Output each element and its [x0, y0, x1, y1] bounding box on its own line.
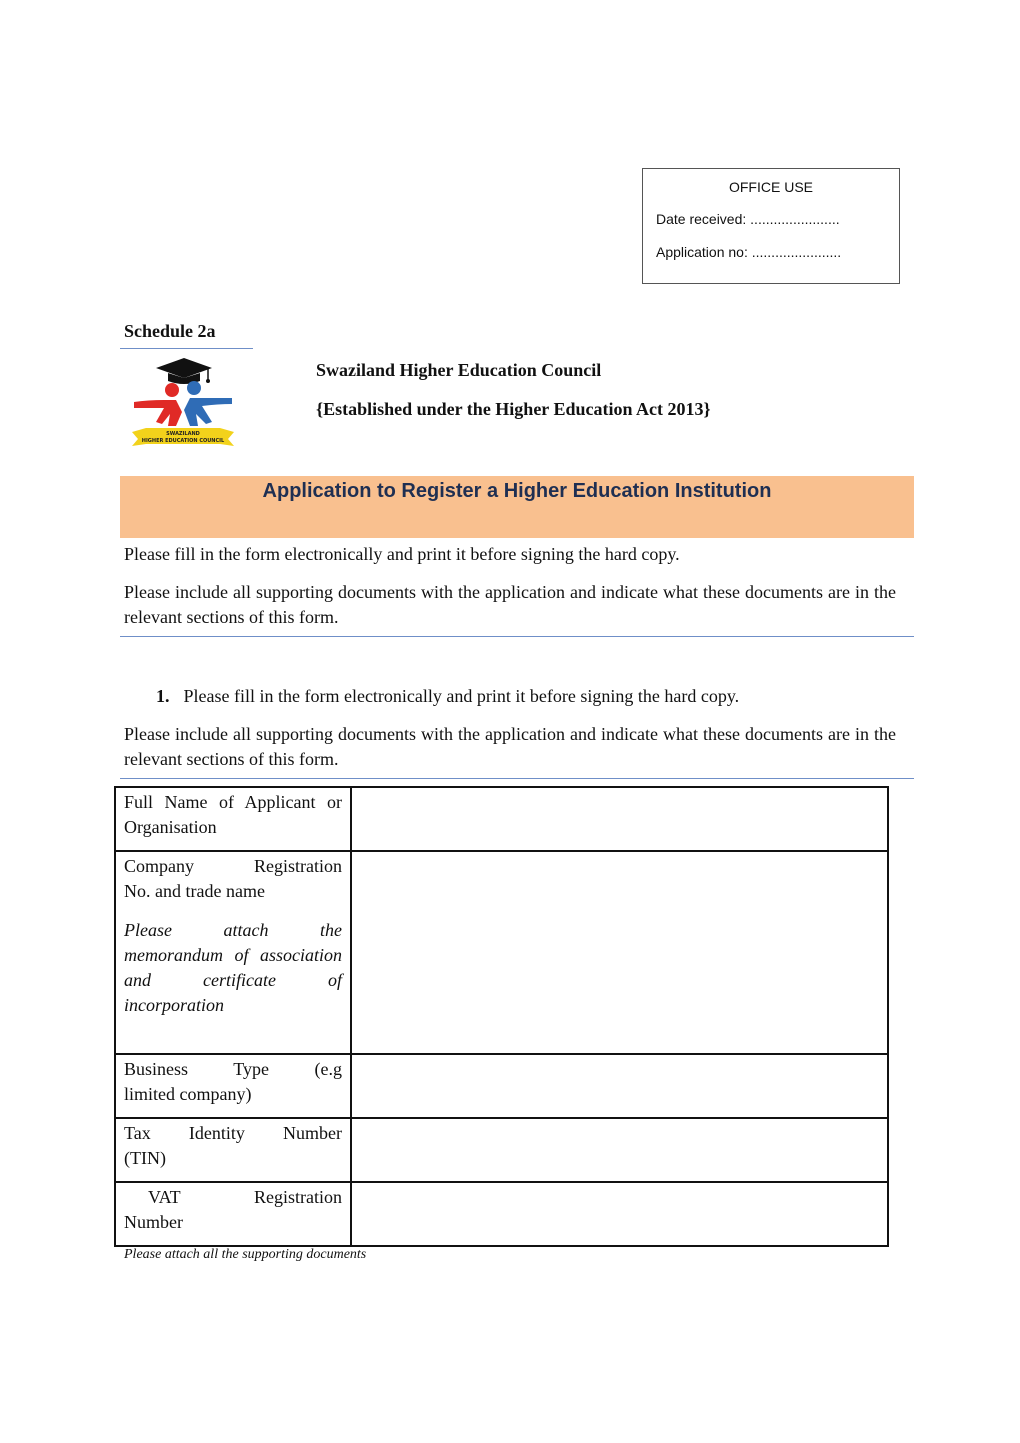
table-row [115, 1182, 888, 1246]
applicant-details-table [114, 786, 889, 1247]
company-registration-field[interactable] [351, 851, 888, 1054]
tin-line-1: Tax Identity Number [124, 1123, 342, 1143]
footnote: Please attach all the supporting documents [124, 1247, 367, 1262]
tin-line-2: (TIN) [124, 1148, 166, 1168]
tin-field[interactable] [351, 1118, 888, 1182]
company-registration-line-1: Company Registration [124, 856, 342, 876]
section-1-heading [156, 684, 739, 709]
date-received: Date received: ....................... [656, 211, 840, 227]
vat-label [115, 1182, 351, 1246]
established-line: {Established under the Higher Education Act 2013} [316, 399, 711, 419]
business-type-label [115, 1054, 351, 1118]
section-1-line-1: Please fill in the form electronically and print it before signing the hard copy. [183, 686, 740, 706]
company-registration-note: Please attach the memorandum of association and certificate of incorporation [124, 920, 342, 1015]
section-1-divider [120, 778, 914, 779]
business-type-field[interactable] [351, 1054, 888, 1118]
vat-line-2: Number [124, 1212, 183, 1232]
full-name-label: Full Name of Applicant or Organisation [115, 787, 351, 851]
intro-line-1: Please fill in the form electronically and print it before signing the hard copy. [124, 544, 680, 564]
office-use-box [642, 168, 900, 284]
schedule-label: Schedule 2a [124, 321, 216, 341]
table-row [115, 851, 888, 1054]
application-no: Application no: ....................... [656, 244, 842, 260]
intro-line-2: Please include all supporting documents with the application and indicate what these documents are in the relevant sections of this form. [124, 582, 896, 627]
logo-text-line1: SWAZILAND [166, 431, 200, 437]
table-row [115, 787, 888, 851]
title-banner [120, 476, 914, 538]
company-registration-label [115, 851, 351, 1054]
form-title: Application to Register a Higher Education Institution [262, 480, 772, 502]
table-row [115, 1054, 888, 1118]
business-type-line-1: Business Type (e.g [124, 1059, 342, 1079]
council-logo-icon [128, 352, 238, 452]
council-name: Swaziland Higher Education Council [316, 360, 602, 380]
table-row [115, 1118, 888, 1182]
schedule-underline [120, 348, 253, 349]
full-name-field[interactable] [351, 787, 888, 851]
intro-divider [120, 636, 914, 637]
vat-line-1: VAT Registration [148, 1187, 342, 1207]
vat-field[interactable] [351, 1182, 888, 1246]
tin-label [115, 1118, 351, 1182]
company-registration-line-2: No. and trade name [124, 881, 265, 901]
section-1-number: 1. [156, 686, 170, 706]
business-type-line-2: limited company) [124, 1084, 252, 1104]
section-1-line-2: Please include all supporting documents with the application and indicate what these documents are in the relevant sections of this form. [124, 724, 896, 769]
logo-text-line2: HIGHER EDUCATION COUNCIL [141, 438, 225, 444]
office-use-title: OFFICE USE [728, 179, 813, 195]
